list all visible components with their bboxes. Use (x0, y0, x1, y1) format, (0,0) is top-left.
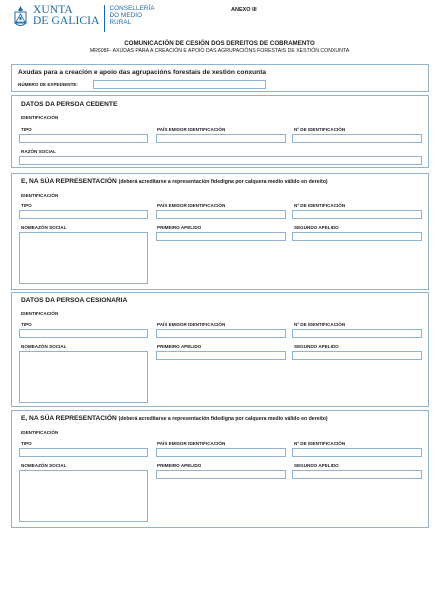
dept-line-1: CONSELLERÍA (109, 5, 155, 12)
num-id-label: Nº DE IDENTIFICACIÓN (294, 203, 346, 208)
segundo-apelido-label: SEGUNDO APELIDO (294, 463, 339, 468)
cesionaria-panel (11, 292, 429, 407)
nomeazon-social-label: NOMEAZÓN SOCIAL (21, 225, 67, 230)
identificacion-label: IDENTIFICACIÓN (21, 430, 59, 435)
representacion-heading: E, NA SÚA REPRESENTACIÓN (21, 178, 117, 185)
document-subtitle: MR608F- AXUDAS PARA A CREACIÓN E APOIO DAS AGRUPACIÓNS FORESTAIS DE XESTIÓN CONXUNTA (89, 48, 350, 54)
pais-input[interactable] (156, 329, 286, 338)
pais-label: PAÍS EMISOR IDENTIFICACIÓN (157, 322, 226, 327)
primeiro-apelido-input[interactable] (156, 232, 286, 241)
segundo-apelido-label: SEGUNDO APELIDO (294, 344, 339, 349)
num-id-input[interactable] (292, 134, 422, 143)
xunta-emblem-icon (11, 4, 30, 30)
primeiro-apelido-label: PRIMEIRO APELIDO (157, 225, 202, 230)
tipo-label: TIPO (21, 127, 32, 132)
nomeazon-social-input[interactable] (19, 351, 148, 403)
cedente-title: DATOS DA PERSOA CEDENTE (21, 101, 118, 108)
pais-input[interactable] (156, 210, 286, 219)
pais-input[interactable] (156, 448, 286, 457)
primeiro-apelido-input[interactable] (156, 351, 286, 360)
representacion-title-2 (21, 415, 328, 422)
segundo-apelido-input[interactable] (292, 470, 422, 479)
representacion-note: (deberá acreditarse a representación fidedigna por calquera medio válido en dereito) (118, 416, 328, 422)
nomeazon-social-input[interactable] (19, 470, 148, 522)
dept-line-3: RURAL (109, 19, 132, 26)
num-id-input[interactable] (292, 448, 422, 457)
representacion-panel-2 (11, 410, 429, 528)
representacion-panel-1 (11, 173, 429, 290)
pais-input[interactable] (156, 134, 286, 143)
pais-label: PAÍS EMISOR IDENTIFICACIÓN (157, 127, 226, 132)
tipo-input[interactable] (19, 134, 148, 143)
department-name (109, 5, 154, 26)
representacion-title-1 (21, 178, 328, 185)
identificacion-label: IDENTIFICACIÓN (21, 115, 59, 120)
tipo-input[interactable] (19, 210, 148, 219)
nomeazon-social-label: NOMEAZÓN SOCIAL (21, 344, 67, 349)
logo-line-1: XUNTA (33, 4, 73, 16)
tipo-input[interactable] (19, 329, 148, 338)
tipo-label: TIPO (21, 322, 32, 327)
primeiro-apelido-label: PRIMEIRO APELIDO (157, 344, 202, 349)
logo-line-2: DE GALICIA (33, 15, 100, 27)
nomeazon-social-label: NOMEAZÓN SOCIAL (21, 463, 67, 468)
razon-social-label: RAZÓN SOCIAL (21, 149, 56, 154)
cesionaria-title: DATOS DA PERSOA CESIONARIA (21, 297, 128, 304)
page-header (11, 4, 431, 36)
segundo-apelido-input[interactable] (292, 351, 422, 360)
aid-title: Axudas para a creación e apoio das agrupacións forestais de xestión conxunta (18, 69, 267, 76)
num-id-label: Nº DE IDENTIFICACIÓN (294, 127, 346, 132)
expediente-input[interactable] (93, 80, 266, 89)
segundo-apelido-input[interactable] (292, 232, 422, 241)
tipo-label: TIPO (21, 441, 32, 446)
document-title: COMUNICACIÓN DE CESIÓN DOS DEREITOS DE COBRAMENTO (124, 40, 315, 47)
pais-label: PAÍS EMISOR IDENTIFICACIÓN (157, 203, 226, 208)
num-id-label: Nº DE IDENTIFICACIÓN (294, 441, 346, 446)
primeiro-apelido-label: PRIMEIRO APELIDO (157, 463, 202, 468)
num-id-label: Nº DE IDENTIFICACIÓN (294, 322, 346, 327)
nomeazon-social-input[interactable] (19, 232, 148, 284)
segundo-apelido-label: SEGUNDO APELIDO (294, 225, 339, 230)
expediente-panel (11, 64, 429, 92)
representacion-note: (deberá acreditarse a representación fidedigna por calquera medio válido en dereito) (118, 179, 328, 185)
primeiro-apelido-input[interactable] (156, 470, 286, 479)
dept-line-2: DO MEDIO (109, 12, 143, 19)
xunta-logo (11, 4, 155, 34)
tipo-label: TIPO (21, 203, 32, 208)
razon-social-input[interactable] (19, 156, 422, 165)
representacion-heading: E, NA SÚA REPRESENTACIÓN (21, 415, 117, 422)
num-id-input[interactable] (292, 210, 422, 219)
annex-label: ANEXO III (231, 7, 257, 13)
tipo-input[interactable] (19, 448, 148, 457)
identificacion-label: IDENTIFICACIÓN (21, 311, 59, 316)
num-id-input[interactable] (292, 329, 422, 338)
logo-divider (104, 5, 105, 32)
pais-label: PAÍS EMISOR IDENTIFICACIÓN (157, 441, 226, 446)
identificacion-label: IDENTIFICACIÓN (21, 193, 59, 198)
cedente-panel (11, 95, 429, 168)
expediente-label: NÚMERO DE EXPEDIENTE: (18, 82, 78, 87)
